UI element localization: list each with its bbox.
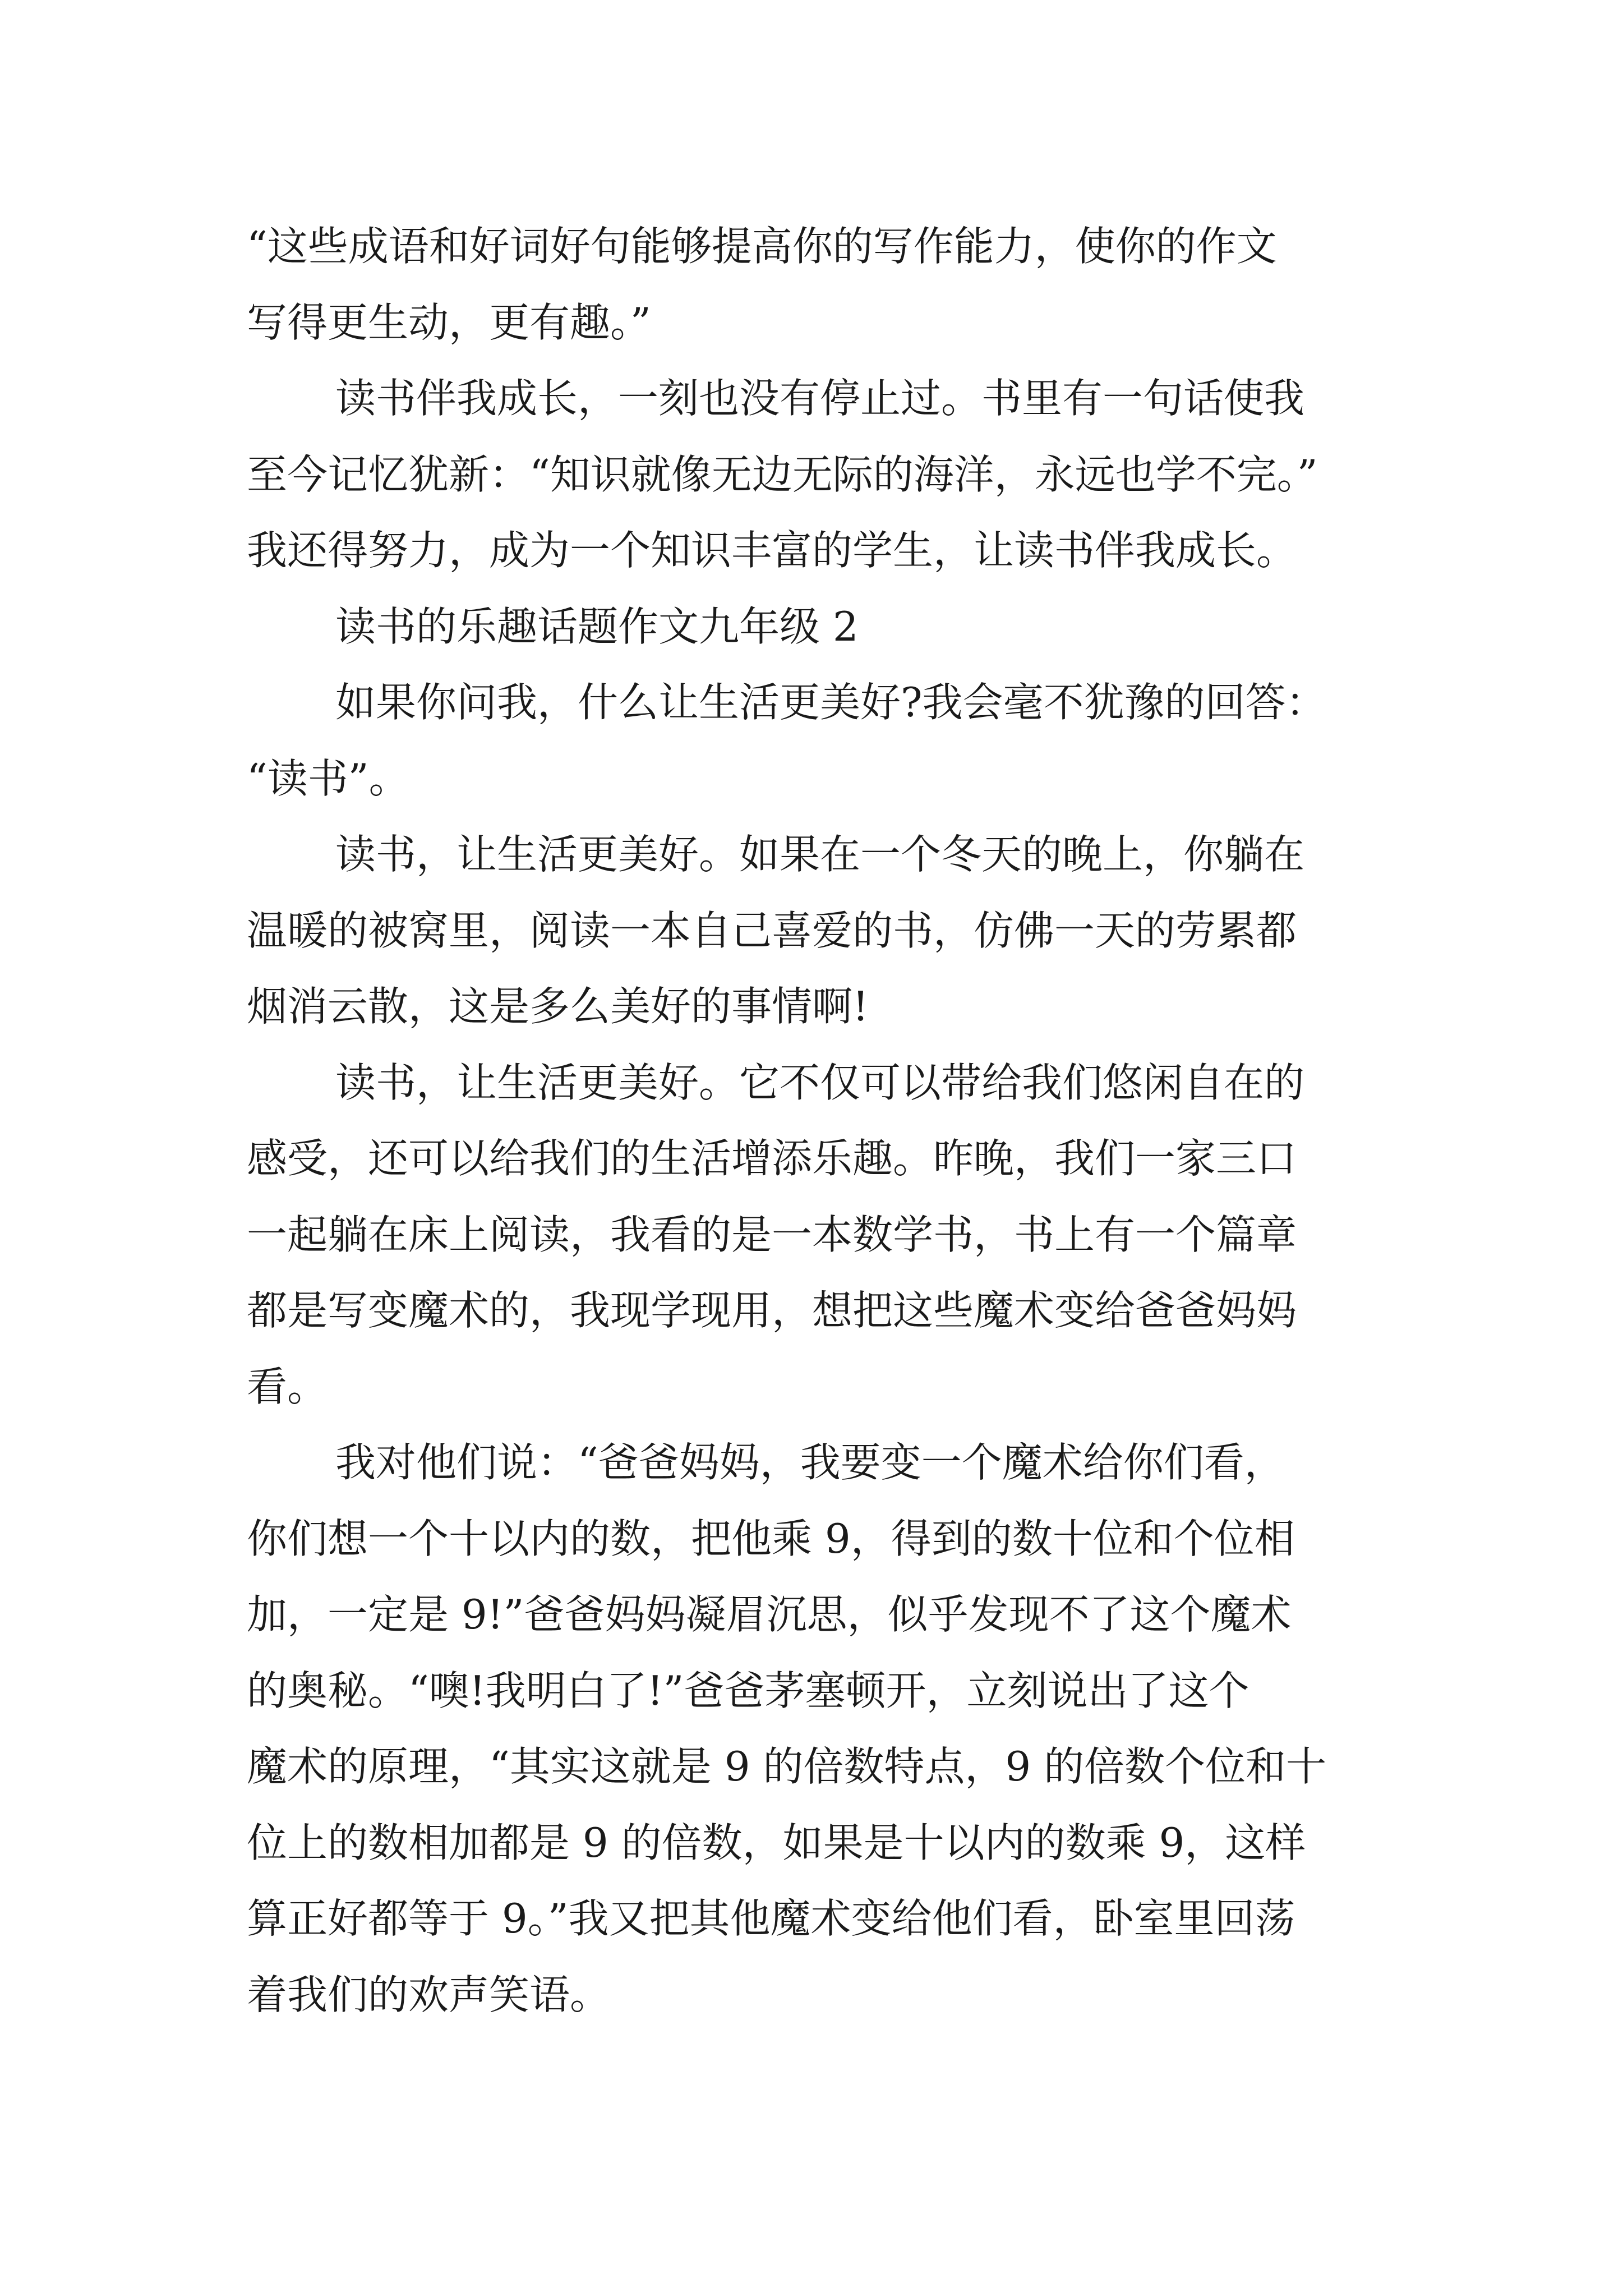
text-line: “这些成语和好词好句能够提高你的写作能力，使你的作文 [247,223,1277,270]
text-line: 一起躺在床上阅读，我看的是一本数学书，书上有一个篇章 [247,1211,1297,1258]
text-line: 魔术的原理，“其实这就是 9 的倍数特点，9 的倍数个位和十 [247,1743,1327,1790]
text-line: 我对他们说：“爸爸妈妈，我要变一个魔术给你们看， [335,1439,1285,1486]
paragraph-4 [247,817,1424,1045]
paragraph-5 [247,1045,1424,1425]
text-line: 算正好都等于 9。”我又把其他魔术变给他们看，卧室里回荡 [247,1895,1295,1942]
section-heading [247,589,1424,665]
text-line: 写得更生动，更有趣。” [247,298,651,346]
text-line: 烟消云散，这是多么美好的事情啊! [247,983,869,1030]
text-line: 都是写变魔术的，我现学现用，想把这些魔术变给爸爸妈妈 [247,1287,1297,1334]
text-line: 读书，让生活更美好。它不仅可以带给我们悠闲自在的 [335,1059,1305,1106]
text-line: 位上的数相加都是 9 的倍数，如果是十以内的数乘 9，这样 [247,1819,1306,1866]
paragraph-3 [247,665,1424,817]
body-text [247,209,1424,2033]
text-line: 我还得努力，成为一个知识丰富的学生，让读书伴我成长。 [247,527,1297,574]
text-line: 读书伴我成长，一刻也没有停止过。书里有一句话使我 [335,375,1305,422]
paragraph-1 [247,209,1424,361]
heading-line: 读书的乐趣话题作文九年级 2 [335,602,859,650]
paragraph-6 [247,1425,1424,2033]
text-line: 看。 [247,1363,328,1410]
text-line: 至今记忆犹新：“知识就像无边无际的海洋，永远也学不完。” [247,450,1318,498]
paragraph-2 [247,361,1424,589]
text-line: 读书，让生活更美好。如果在一个冬天的晚上，你躺在 [335,831,1305,878]
text-line: 如果你问我，什么让生活更美好?我会毫不犹豫的回答： [335,679,1326,726]
text-line: 的奥秘。“噢!我明白了!”爸爸茅塞顿开，立刻说出了这个 [247,1667,1249,1714]
text-line: 感受，还可以给我们的生活增添乐趣。昨晚，我们一家三口 [247,1135,1297,1182]
text-line: “读书”。 [247,754,409,802]
text-line: 你们想一个十以内的数，把他乘 9，得到的数十位和个位相 [247,1515,1295,1562]
text-line: 着我们的欢声笑语。 [247,1971,611,2018]
text-line: 温暖的被窝里，阅读一本自己喜爱的书，仿佛一天的劳累都 [247,907,1297,954]
text-line: 加，一定是 9!”爸爸妈妈凝眉沉思，似乎发现不了这个魔术 [247,1591,1292,1638]
